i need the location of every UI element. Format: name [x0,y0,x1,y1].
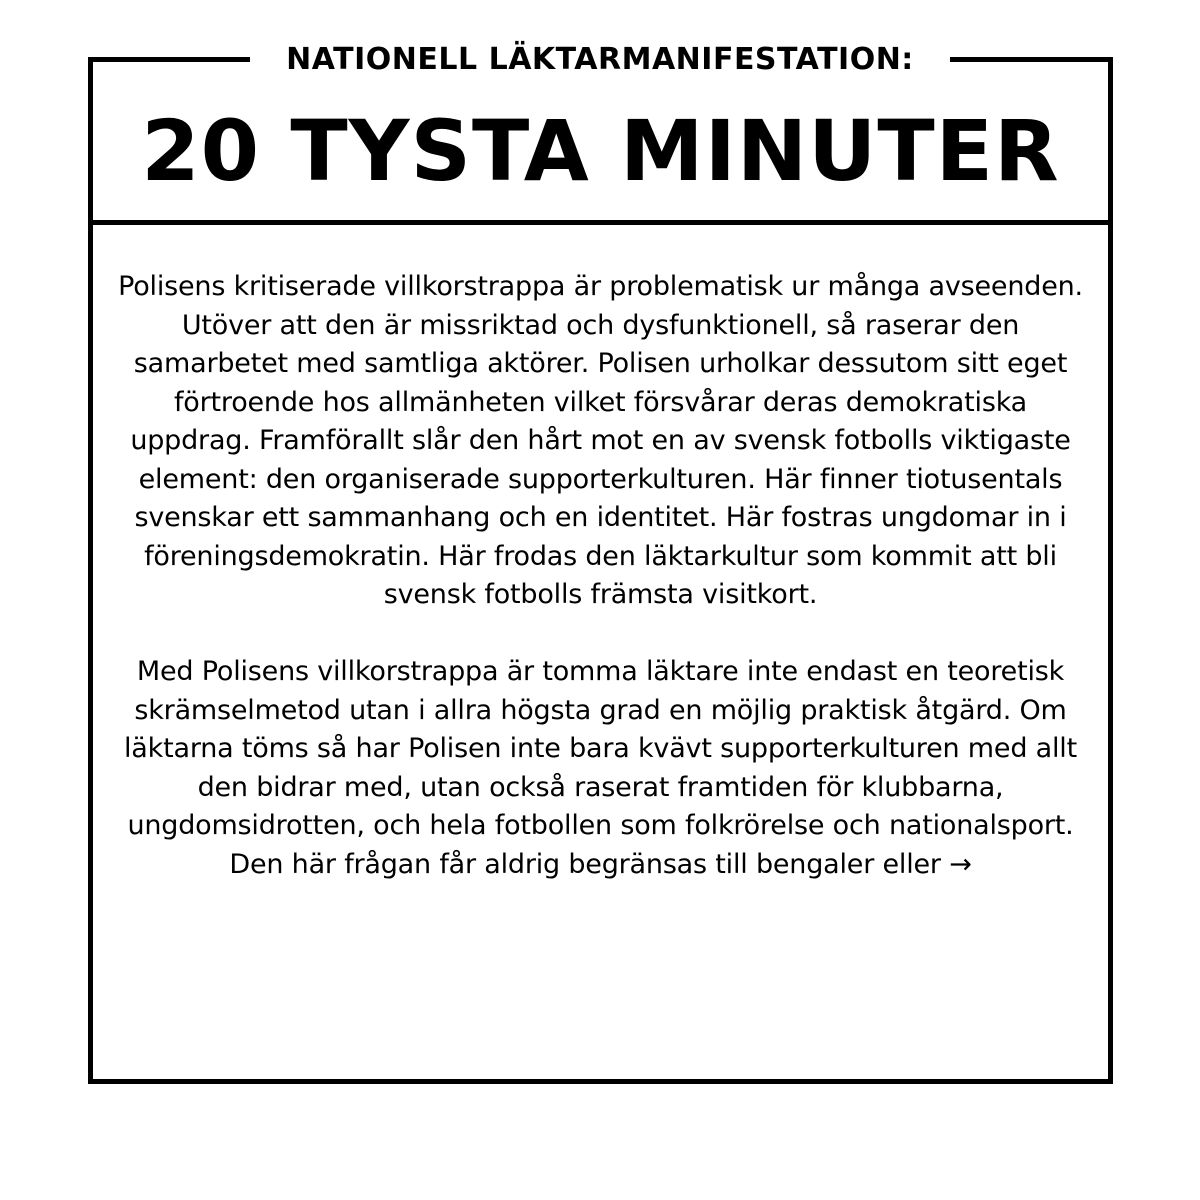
article-body [118,268,1083,884]
header-divider [88,220,1113,225]
paragraph-1: Polisens kritiserade villkorstrappa är problematisk ur många avseenden. Utöver att den är missriktad och dysfunktionell, så raserar den samarbetet med samtliga aktörer. Polisen urholkar dessutom sitt eget förtroende hos allmänheten vilket försvårar deras demokratiska uppdrag. Framförallt slår den hårt mot en av svensk fotbolls viktigaste element: den organiserade supporterkulturen. Här finner tiotusentals svenskar ett sammanhang och en identitet. Här fostras ungdomar in i föreningsdemokratin. Här frodas den läktarkultur som kommit att bli svensk fotbolls främsta visitkort. [118,271,1083,610]
kicker-heading [0,40,1200,80]
paragraph-2: Med Polisens villkorstrappa är tomma läktare inte endast en teoretisk skrämselmetod utan i allra högsta grad en möjlig praktisk åtgärd. Om läktarna töms så har Polisen inte bara kvävt supporterkulturen med allt den bidrar med, utan också raserat framtiden för klubbarna, ungdomsidrotten, och hela fotbollen som folkrörelse och nationalsport. Den här frågan får aldrig begränsas till bengaler eller → [124,656,1077,880]
kicker-text: NATIONELL LÄKTARMANIFESTATION: [250,42,950,77]
page-title: 20 TYSTA MINUTER [141,102,1060,200]
